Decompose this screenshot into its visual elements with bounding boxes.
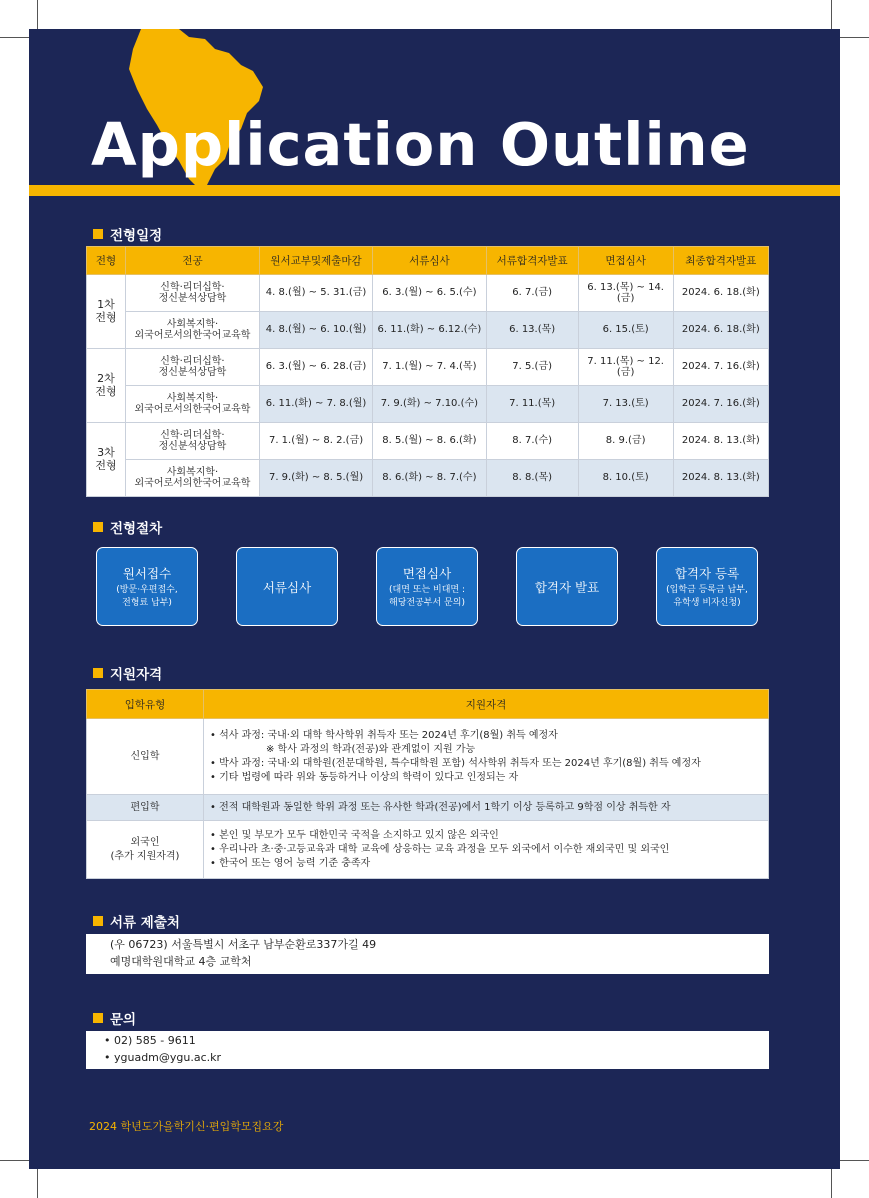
step-application [96, 547, 198, 626]
schedule-cell: 8. 10.(토) [578, 460, 673, 497]
list-item: • 전적 대학원과 동일한 학위 과정 또는 유사한 학과(전공)에서 1학기 이상 등록하고 9학점 이상 취득한 자 [210, 801, 762, 815]
major-cell: 신학·리더십학· 정신분석상담학 [125, 349, 259, 386]
inquiry-heading [93, 1008, 136, 1028]
schedule-header-row [87, 247, 769, 275]
step-document-review [236, 547, 338, 626]
step-registration [656, 547, 758, 626]
crop-mark [37, 0, 38, 29]
submission-heading [93, 911, 180, 931]
schedule-cell: 7. 13.(토) [578, 386, 673, 423]
step-note: (방문·우편접수, 전형료 납부) [116, 585, 178, 608]
procedure-flow [96, 547, 757, 627]
qualification-cell [204, 719, 769, 795]
schedule-cell: 6. 7.(금) [486, 275, 578, 312]
major-cell: 사회복지학· 외국어로서의한국어교육학 [125, 460, 259, 497]
crop-mark [831, 1169, 832, 1198]
qualification-heading [93, 663, 162, 683]
brochure-page [29, 29, 840, 1169]
schedule-cell: 8. 6.(화) ~ 8. 7.(수) [373, 460, 486, 497]
procedure-heading-text: 전형절차 [110, 521, 163, 537]
step-title: 합격자 발표 [534, 579, 600, 595]
schedule-cell: 4. 8.(월) ~ 5. 31.(금) [259, 275, 372, 312]
schedule-cell: 6. 3.(월) ~ 6. 5.(수) [373, 275, 486, 312]
schedule-row [87, 386, 769, 423]
schedule-col-header: 원서교부및제출마감 [259, 247, 372, 275]
schedule-row [87, 312, 769, 349]
major-cell: 사회복지학· 외국어로서의한국어교육학 [125, 386, 259, 423]
qualification-row [87, 719, 769, 795]
square-bullet-icon [93, 229, 103, 239]
square-bullet-icon [93, 668, 103, 678]
schedule-cell: 7. 1.(월) ~ 7. 4.(목) [373, 349, 486, 386]
square-bullet-icon [93, 522, 103, 532]
round-label: 3차 전형 [87, 423, 126, 497]
schedule-cell: 6. 13.(목) ~ 14.(금) [578, 275, 673, 312]
schedule-cell: 6. 3.(월) ~ 6. 28.(금) [259, 349, 372, 386]
schedule-cell: 8. 7.(수) [486, 423, 578, 460]
list-item: • 우리나라 초·중·고등교육과 대학 교육에 상응하는 교육 과정을 모두 외국에서 이수한 재외국민 및 외국인 [210, 843, 762, 857]
square-bullet-icon [93, 1013, 103, 1023]
schedule-cell: 7. 9.(화) ~ 8. 5.(월) [259, 460, 372, 497]
list-item: • 한국어 또는 영어 능력 기준 충족자 [210, 857, 762, 871]
procedure-heading [93, 517, 162, 537]
schedule-cell: 7. 1.(월) ~ 8. 2.(금) [259, 423, 372, 460]
qualification-row [87, 821, 769, 879]
schedule-cell: 8. 8.(목) [486, 460, 578, 497]
submission-address-box [86, 934, 769, 974]
schedule-row [87, 275, 769, 312]
qualification-cell [204, 821, 769, 879]
schedule-cell: 6. 11.(화) ~ 6.12.(수) [373, 312, 486, 349]
email-address: • yguadm@ygu.ac.kr [104, 1050, 222, 1064]
note-line: ※ 학사 과정의 학과(전공)와 관계없이 지원 가능 [266, 743, 476, 755]
schedule-row [87, 349, 769, 386]
schedule-cell: 6. 15.(토) [578, 312, 673, 349]
schedule-cell: 6. 13.(목) [486, 312, 578, 349]
major-cell: 신학·리더십학· 정신분석상담학 [125, 275, 259, 312]
phone-number: • 02) 585 - 9611 [104, 1034, 196, 1047]
schedule-row [87, 423, 769, 460]
round-label: 2차 전형 [87, 349, 126, 423]
step-title: 원서접수 [122, 566, 172, 582]
qualification-col-header: 입학유형 [87, 690, 204, 719]
qualification-heading-text: 지원자격 [110, 667, 163, 683]
inquiry-box [86, 1031, 769, 1069]
step-announcement [516, 547, 618, 626]
schedule-cell: 2024. 7. 16.(화) [673, 349, 768, 386]
submission-heading-text: 서류 제출처 [110, 915, 180, 931]
schedule-heading [93, 224, 162, 244]
admission-type: 신입학 [87, 719, 204, 795]
crop-mark [0, 1160, 29, 1161]
schedule-col-header: 전형 [87, 247, 126, 275]
schedule-heading-text: 전형일정 [110, 228, 163, 244]
step-interview [376, 547, 478, 626]
schedule-cell: 7. 11.(목) ~ 12.(금) [578, 349, 673, 386]
crop-mark [831, 0, 832, 29]
schedule-cell: 2024. 6. 18.(화) [673, 275, 768, 312]
footer-text: 2024 학년도가을학기신·편입학모집요강 [89, 1120, 284, 1133]
qualification-row [87, 795, 769, 821]
schedule-table [86, 246, 769, 497]
step-title: 면접심사 [402, 566, 452, 582]
schedule-cell: 7. 9.(화) ~ 7.10.(수) [373, 386, 486, 423]
schedule-cell: 6. 11.(화) ~ 7. 8.(월) [259, 386, 372, 423]
qualification-col-header: 지원자격 [204, 690, 769, 719]
address-line: 예명대학원대학교 4층 교학처 [110, 954, 252, 968]
schedule-col-header: 전공 [125, 247, 259, 275]
list-item: • 박사 과정: 국내·외 대학원(전문대학원, 특수대학원 포함) 석사학위 취득자 또는 2024년 후기(8월) 취득 예정자 [210, 757, 762, 771]
qualification-header-row [87, 690, 769, 719]
schedule-col-header: 면접심사 [578, 247, 673, 275]
list-item: • 기타 법령에 따라 위와 동등하거나 이상의 학력이 있다고 인정되는 자 [210, 771, 762, 785]
round-label: 1차 전형 [87, 275, 126, 349]
schedule-col-header: 최종합격자발표 [673, 247, 768, 275]
square-bullet-icon [93, 916, 103, 926]
schedule-cell: 2024. 8. 13.(화) [673, 460, 768, 497]
list-item: • 본인 및 부모가 모두 대한민국 국적을 소지하고 있지 않은 외국인 [210, 829, 762, 843]
schedule-cell: 7. 11.(목) [486, 386, 578, 423]
crop-mark [840, 1160, 869, 1161]
schedule-cell: 2024. 7. 16.(화) [673, 386, 768, 423]
step-note: (입학금 등록금 납부, 유학생 비자신청) [666, 585, 748, 608]
inquiry-heading-text: 문의 [110, 1012, 137, 1028]
step-title: 합격자 등록 [674, 566, 740, 582]
schedule-cell: 8. 5.(월) ~ 8. 6.(화) [373, 423, 486, 460]
schedule-cell: 4. 8.(월) ~ 6. 10.(월) [259, 312, 372, 349]
schedule-cell: 2024. 6. 18.(화) [673, 312, 768, 349]
major-cell: 신학·리더십학· 정신분석상담학 [125, 423, 259, 460]
list-item: • 석사 과정: 국내·외 대학 학사학위 취득자 또는 2024년 후기(8월) 취득 예정자 [210, 729, 762, 743]
address-line: (우 06723) 서울특별시 서초구 남부순환로337가길 49 [110, 938, 377, 951]
schedule-cell: 8. 9.(금) [578, 423, 673, 460]
schedule-col-header: 서류심사 [373, 247, 486, 275]
step-note: (대면 또는 비대면 : 해당전공부서 문의) [389, 585, 465, 608]
crop-mark [840, 37, 869, 38]
page-title: Application Outline [91, 110, 750, 179]
admission-type: 외국인 (추가 지원자격) [87, 821, 204, 879]
major-cell: 사회복지학· 외국어로서의한국어교육학 [125, 312, 259, 349]
schedule-cell: 7. 5.(금) [486, 349, 578, 386]
crop-mark [0, 37, 29, 38]
step-title: 서류심사 [262, 579, 312, 595]
qualification-cell [204, 795, 769, 821]
admission-type: 편입학 [87, 795, 204, 821]
title-band [29, 185, 840, 196]
crop-mark [37, 1169, 38, 1198]
qualification-table [86, 689, 769, 879]
schedule-cell: 2024. 8. 13.(화) [673, 423, 768, 460]
schedule-col-header: 서류합격자발표 [486, 247, 578, 275]
schedule-row [87, 460, 769, 497]
